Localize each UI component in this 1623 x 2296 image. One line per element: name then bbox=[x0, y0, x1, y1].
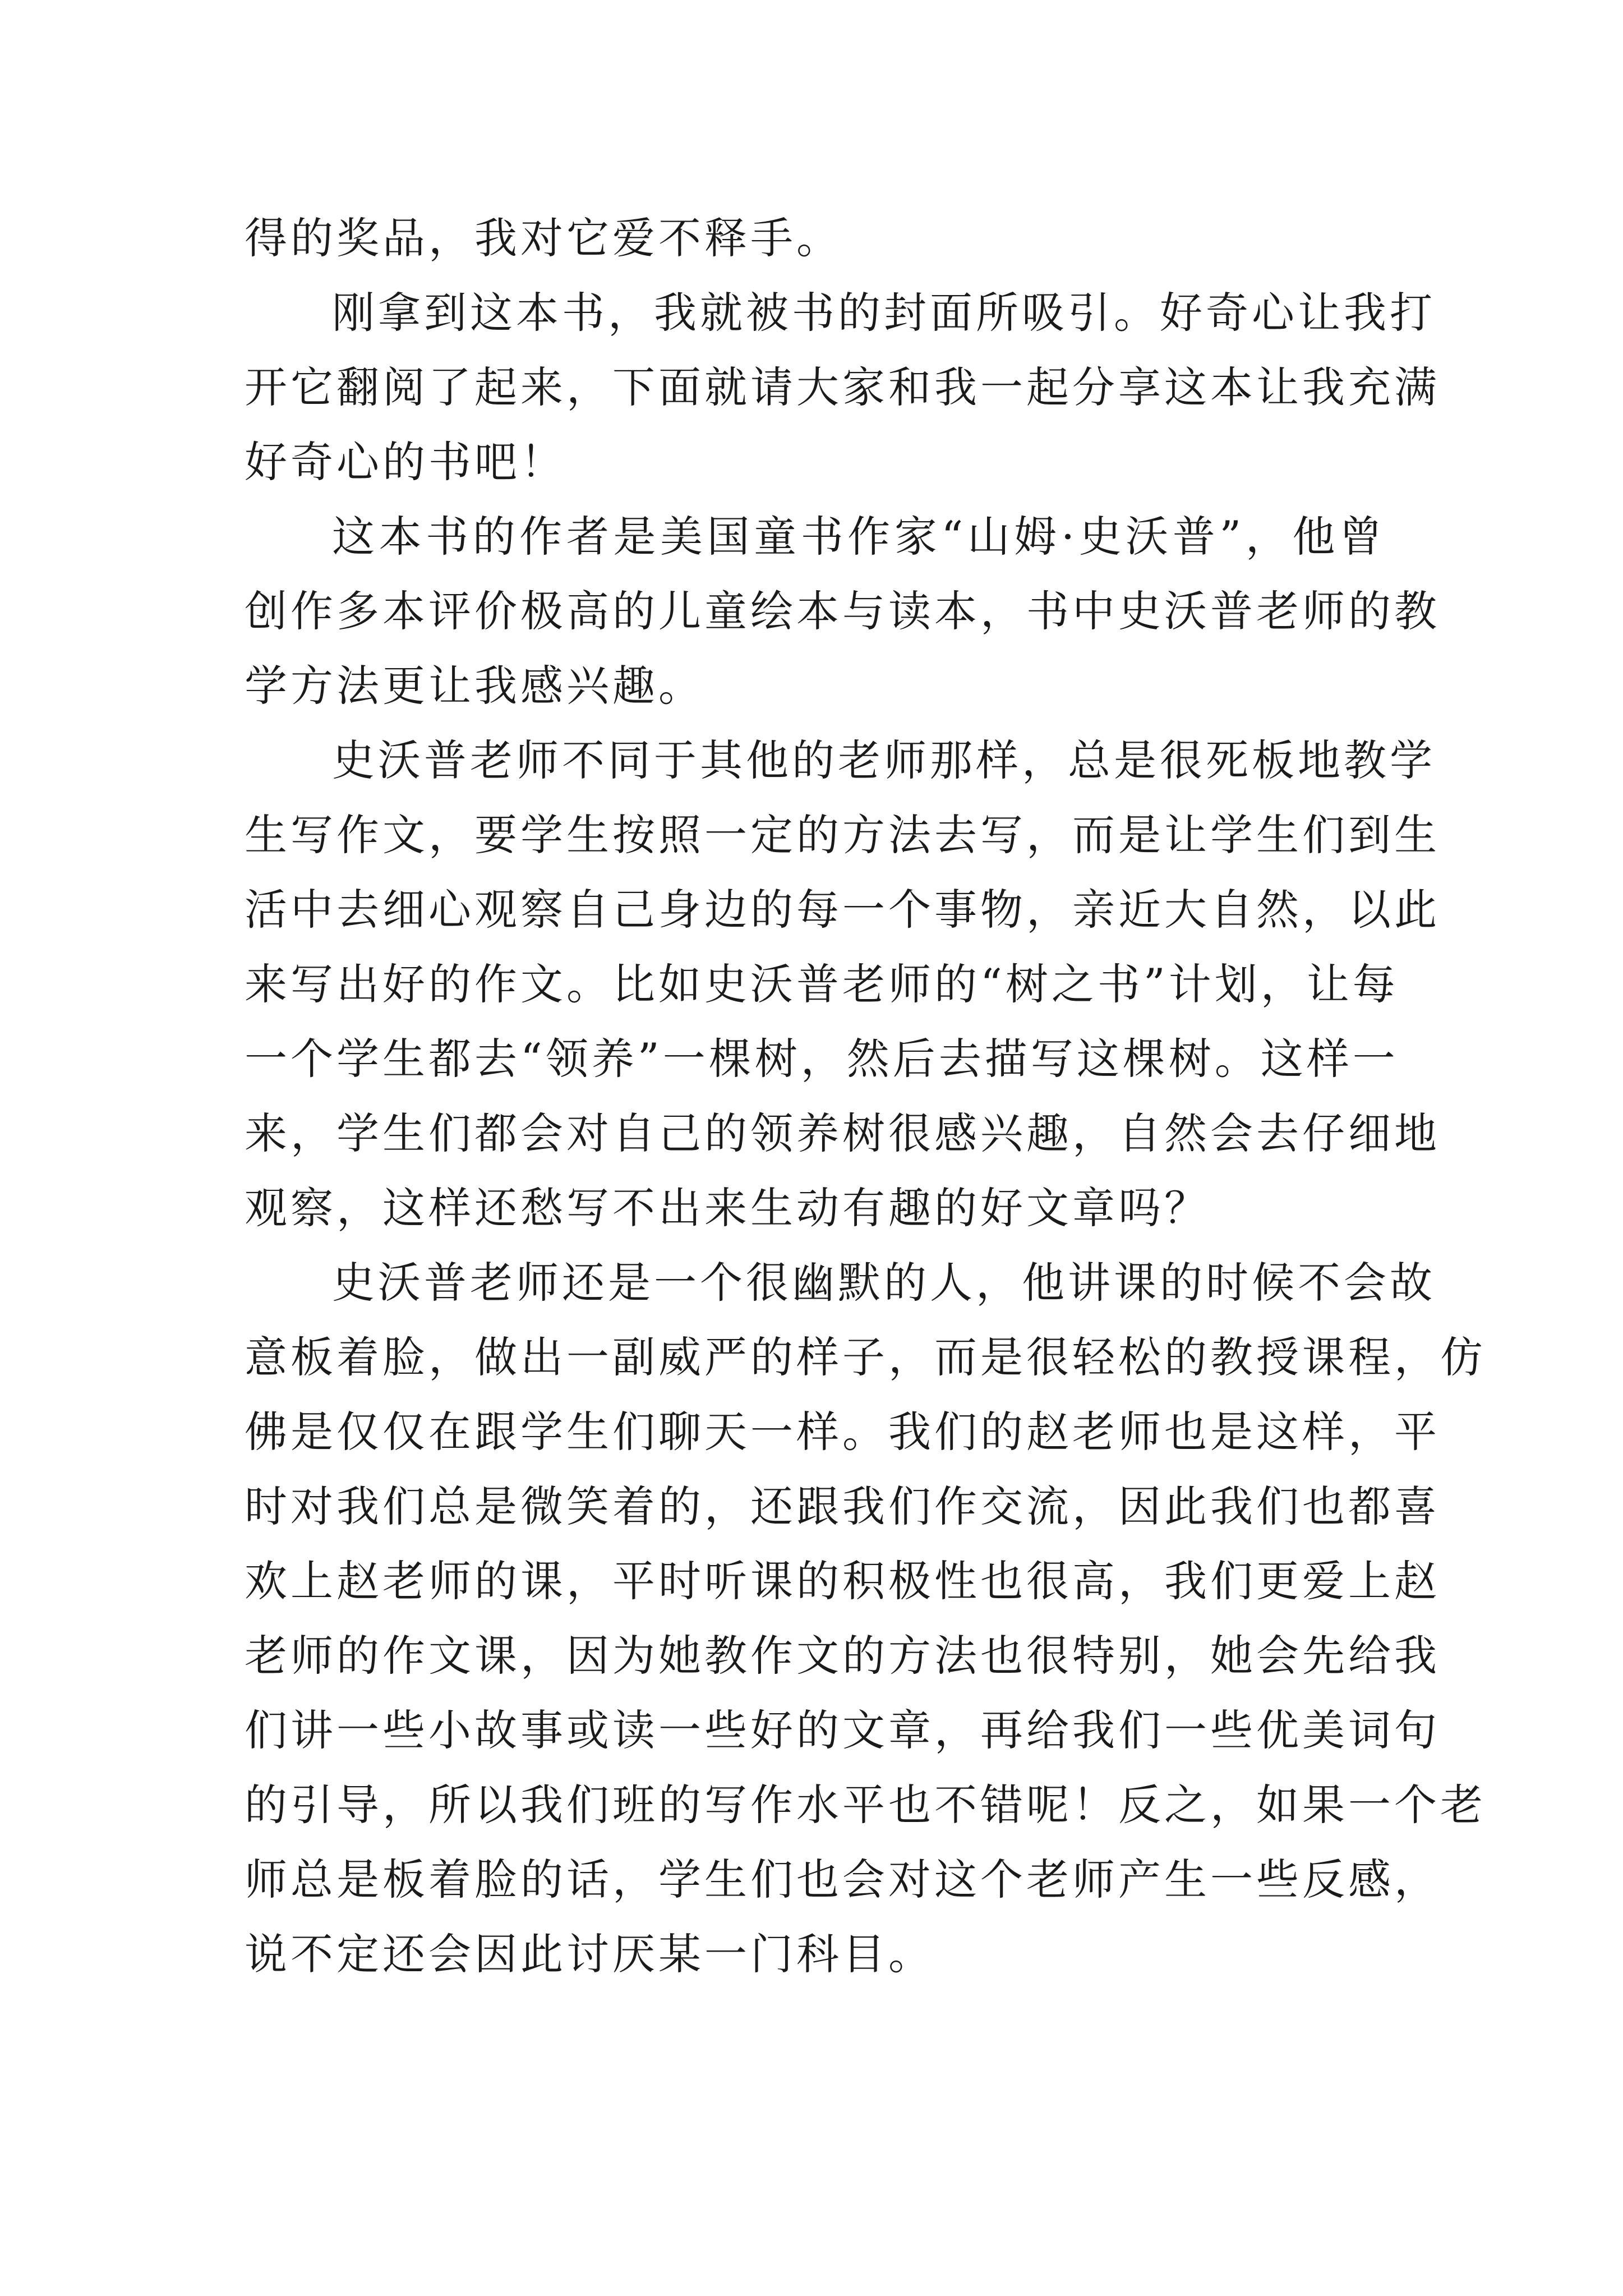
essay-body bbox=[245, 201, 1486, 1991]
paragraph-first-line: 史沃普老师还是一个很幽默的人，他讲课的时候不会故 bbox=[332, 1258, 1436, 1308]
text-line: 佛是仅仅在跟学生们聊天一样。我们的赵老师也是这样，平 bbox=[245, 1407, 1440, 1457]
text-line: 创作多本评价极高的儿童绘本与读本，书中史沃普老师的教 bbox=[245, 586, 1440, 636]
text-line: 的引导，所以我们班的写作水平也不错呢！反之，如果一个老 bbox=[245, 1780, 1486, 1830]
text-line: 活中去细心观察自己身边的每一个事物，亲近大自然，以此 bbox=[245, 885, 1440, 935]
text-line: 得的奖品，我对它爱不释手。 bbox=[245, 213, 842, 263]
text-line: 说不定还会因此讨厌某一门科目。 bbox=[245, 1929, 934, 1979]
text-line: 观察，这样还愁写不出来生动有趣的好文章吗？ bbox=[245, 1183, 1210, 1233]
paragraph-first-line: 史沃普老师不同于其他的老师那样，总是很死板地教学 bbox=[332, 735, 1436, 785]
text-line: 欢上赵老师的课，平时听课的积极性也很高，我们更爱上赵 bbox=[245, 1556, 1440, 1606]
text-line: 一个学生都去“领养”一棵树，然后去描写这棵树。这样一 bbox=[245, 1034, 1399, 1084]
text-line: 好奇心的书吧！ bbox=[245, 437, 566, 487]
text-line: 们讲一些小故事或读一些好的文章，再给我们一些优美词句 bbox=[245, 1705, 1440, 1755]
text-line: 来，学生们都会对自己的领养树很感兴趣，自然会去仔细地 bbox=[245, 1108, 1440, 1158]
text-line: 意板着脸，做出一副威严的样子，而是很轻松的教授课程，仿 bbox=[245, 1332, 1486, 1382]
text-line: 学方法更让我感兴趣。 bbox=[245, 661, 704, 711]
paragraph-first-line: 刚拿到这本书，我就被书的封面所吸引。好奇心让我打 bbox=[332, 288, 1436, 338]
text-line: 老师的作文课，因为她教作文的方法也很特别，她会先给我 bbox=[245, 1631, 1440, 1681]
text-line: 来写出好的作文。比如史沃普老师的“树之书”计划，让每 bbox=[245, 959, 1399, 1009]
text-line: 时对我们总是微笑着的，还跟我们作交流，因此我们也都喜 bbox=[245, 1481, 1440, 1531]
paragraph-first-line: 这本书的作者是美国童书作家“山姆·史沃普”，他曾 bbox=[332, 512, 1385, 562]
text-line: 师总是板着脸的话，学生们也会对这个老师产生一些反感， bbox=[245, 1855, 1440, 1904]
text-line: 开它翻阅了起来，下面就请大家和我一起分享这本让我充满 bbox=[245, 362, 1440, 412]
text-line: 生写作文，要学生按照一定的方法去写，而是让学生们到生 bbox=[245, 810, 1440, 860]
